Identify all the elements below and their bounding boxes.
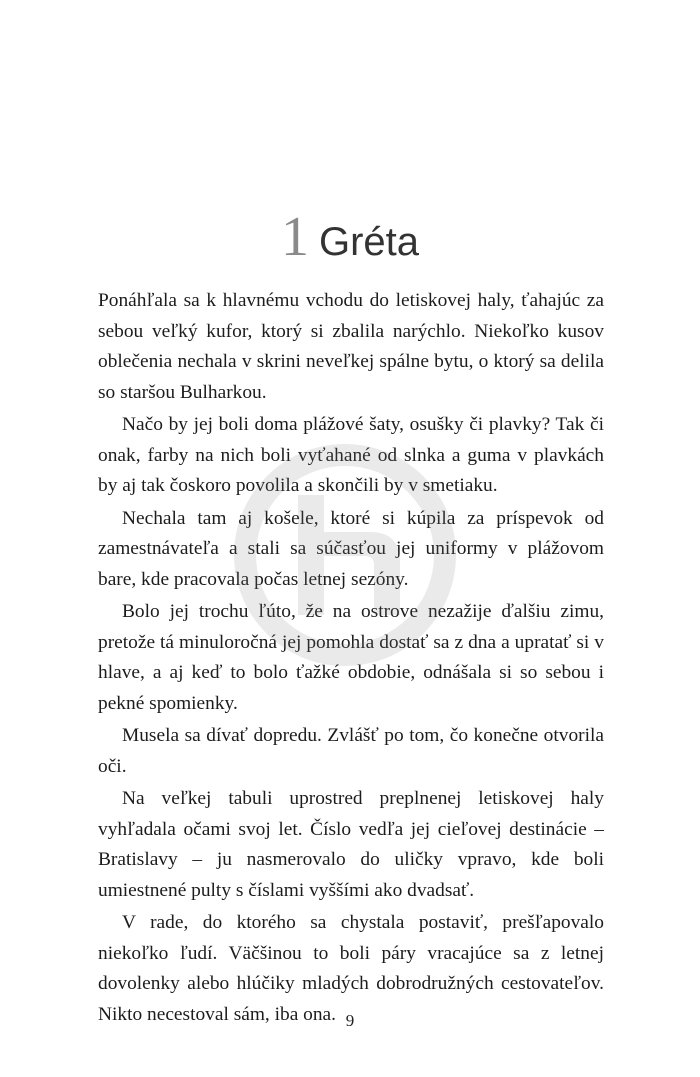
chapter-body xyxy=(98,286,604,1032)
chapter-heading xyxy=(0,205,700,269)
paragraph: Ponáhľala sa k hlavnému vchodu do letiskovej haly, ťahajúc za sebou veľký kufor, ktorý si zbalila narýchlo. Niekoľko kusov oblečenia nechala v skrini neveľkej spálne bytu, o ktorý sa delila so staršou Bulharkou. xyxy=(98,290,604,403)
page-number: 9 xyxy=(345,1011,355,1030)
chapter-title: Gréta xyxy=(318,220,420,264)
paragraph: Bolo jej trochu ľúto, že na ostrove nezažije ďalšiu zimu, pretože tá minuloročná jej pomohla dostať sa z dna a upratať si v hlave, a aj keď to bolo ťažké obdobie, odnášala si so sebou i pekné spomienky. xyxy=(98,601,604,714)
chapter-number: 1 xyxy=(280,206,309,268)
paragraph: Nechala tam aj košele, ktoré si kúpila za príspevok od zamestnávateľa a stali sa súčasťou jej uniformy v plážovom bare, kde pracovala počas letnej sezóny. xyxy=(98,507,604,590)
paragraph: V rade, do ktorého sa chystala postaviť, prešľapovalo niekoľko ľudí. Väčšinou to boli páry vracajúce sa z letnej dovolenky alebo hlúčiky mladých dobrodružných cestovateľov. Nikto necestoval sám, iba ona. xyxy=(98,912,604,1025)
paragraph: Na veľkej tabuli uprostred preplnenej letiskovej haly vyhľadala očami svoj let. Číslo vedľa jej cieľovej destinácie – Bratislavy – ju nasmerovalo do uličky vpravo, kde boli umiestnené pulty s číslami vyššími ako dvadsať. xyxy=(98,788,604,901)
paragraph: Načo by jej boli doma plážové šaty, osušky či plavky? Tak či onak, farby na nich boli vyťahané od slnka a guma v plavkách by aj tak čoskoro povolila a skončili by v smetiaku. xyxy=(98,414,604,496)
paragraph: Musela sa dívať dopredu. Zvlášť po tom, čo konečne otvorila oči. xyxy=(98,725,604,777)
